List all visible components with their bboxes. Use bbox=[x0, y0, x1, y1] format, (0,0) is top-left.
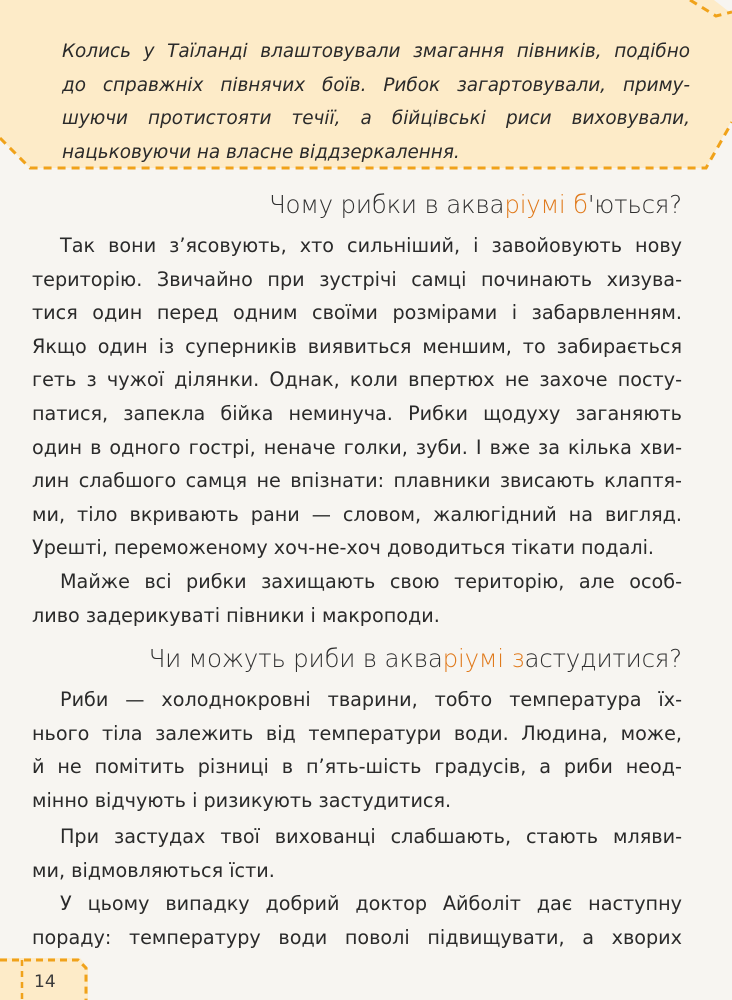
heading-accent-text: ріумі bbox=[504, 190, 566, 219]
paragraph bbox=[32, 887, 682, 954]
fact-callout-box bbox=[0, 0, 732, 180]
text-line: й не помітить різниці в п’ять-шість градусів, а риби неод- bbox=[32, 755, 682, 779]
heading-text bbox=[566, 190, 574, 219]
text-line: Урешті, переможеному хоч-не-хоч доводиться тікати подалі. bbox=[32, 536, 655, 560]
callout-line: Колись у Таїланді влаштовували змагання півників, подібно bbox=[62, 41, 690, 62]
heading-text: астудитися? bbox=[524, 644, 682, 673]
text-line: геть з чужої ділянки. Однак, коли впертюх не захоче посту- bbox=[32, 368, 682, 392]
heading-accent-text: з bbox=[511, 644, 525, 673]
paragraph bbox=[32, 683, 682, 817]
text-line: Риби — холоднокровні тварини, тобто температура їх- bbox=[60, 688, 682, 711]
text-line: Так вони з’ясовують, хто сильніший, і завойовують нову bbox=[60, 234, 682, 257]
heading-accent-text: ріумі bbox=[442, 644, 504, 673]
text-line: тися один перед одним своїми розмірами і забарвленням. bbox=[32, 301, 682, 325]
text-line: патися, запекла бійка неминуча. Рибки щодуху заганяють bbox=[32, 401, 682, 425]
text-line: ми, тіло вкривають рани — словом, жалюгідний на вигляд. bbox=[32, 502, 682, 526]
text-line: мінно відчують і ризикують застудитися. bbox=[32, 788, 452, 812]
text-line: Якщо один із суперників виявиться меншим, то забирається bbox=[32, 334, 682, 358]
text-line: ливо задерикуваті півники і макроподи. bbox=[32, 603, 440, 627]
text-line: У цьому випадку добрий доктор Айболіт дає наступну bbox=[60, 892, 682, 915]
callout-line: до справжніх півнячих боїв. Рибок загартовували, приму- bbox=[62, 74, 690, 96]
heading-text: 'ються? bbox=[587, 190, 682, 219]
text-line: пораду: температуру води поволі підвищувати, а хворих bbox=[32, 925, 682, 949]
heading-text: Чому рибки в аква bbox=[268, 190, 505, 219]
text-line: нього тіла залежить від температури води. Людина, може, bbox=[32, 721, 682, 745]
paragraph bbox=[32, 820, 682, 887]
callout-line: нацьковуючи на власне віддзеркалення. bbox=[62, 141, 460, 163]
section-heading-can-fish-catch-cold bbox=[149, 644, 682, 673]
paragraph bbox=[32, 565, 682, 632]
paragraph bbox=[32, 229, 682, 565]
text-line: При застудах твої вихованці слабшають, стають мляви- bbox=[60, 825, 682, 848]
text-line: ми, відмовляються їсти. bbox=[32, 858, 275, 882]
text-line: лин слабшого самця не впізнати: плавники звисають клаптя- bbox=[32, 469, 682, 493]
text-line: один в одного гострі, неначе голки, зуби. І вже за кілька хви- bbox=[32, 435, 682, 459]
text-line: Майже всі рибки захищають свою територію, але особ- bbox=[60, 570, 682, 593]
heading-accent-text: б bbox=[573, 190, 588, 219]
section-heading-why-fish-fight bbox=[269, 190, 682, 219]
page-number: 14 bbox=[34, 972, 56, 992]
text-line: територію. Звичайно при зустрічі самці починають хизува- bbox=[32, 267, 682, 291]
callout-line: шуючи протистояти течії, а бійцівські риси виховували, bbox=[62, 108, 690, 130]
heading-text: Чи можуть риби в аква bbox=[148, 644, 443, 673]
callout-text bbox=[62, 36, 690, 170]
